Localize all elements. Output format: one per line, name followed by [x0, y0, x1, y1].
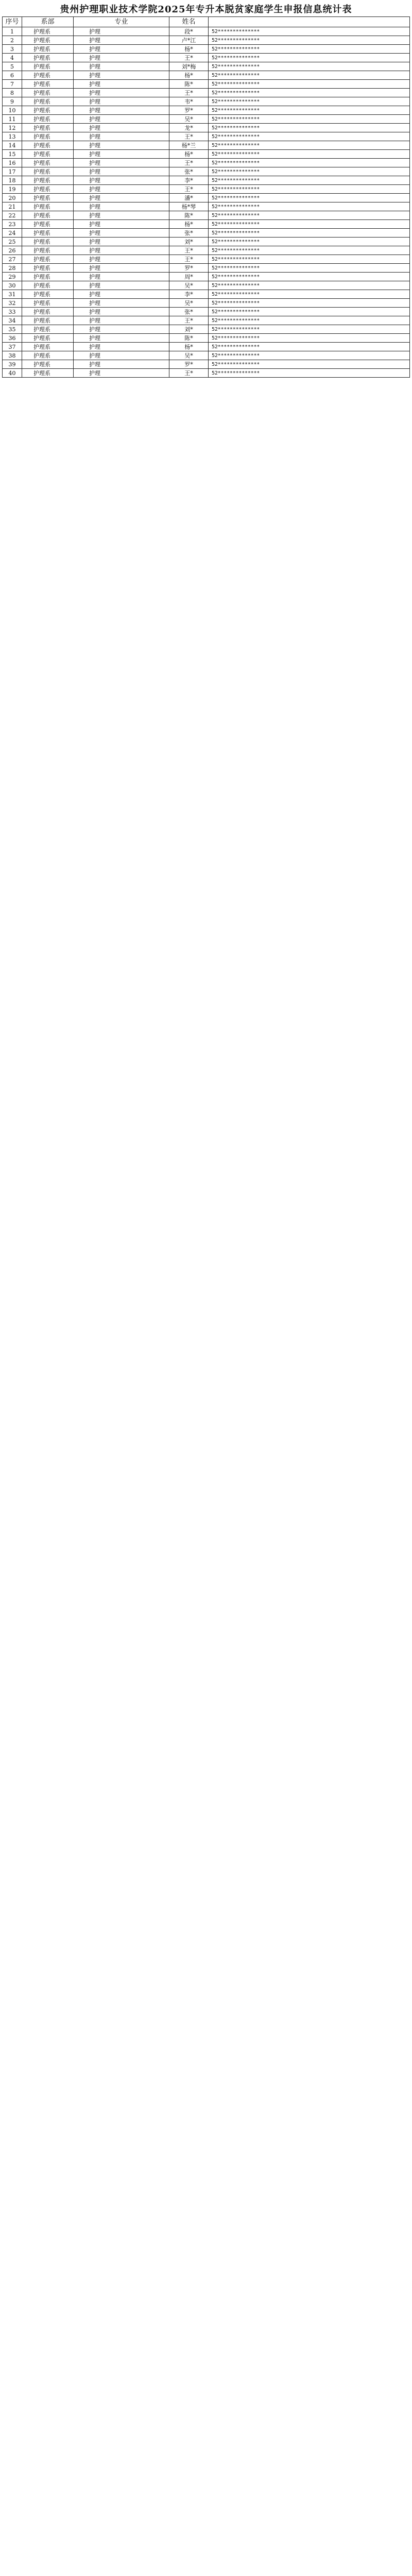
cell-id-number: 52**************	[209, 97, 410, 106]
cell-serial: 31	[3, 290, 22, 299]
cell-id-number: 52**************	[209, 80, 410, 89]
cell-id-number: 52**************	[209, 238, 410, 246]
cell-name: 段*	[169, 27, 209, 36]
cell-department: 护理系	[22, 273, 74, 281]
cell-name: 刘*	[169, 238, 209, 246]
cell-name: 杨*	[169, 71, 209, 80]
table-body	[3, 27, 410, 378]
table-row	[3, 150, 410, 159]
cell-name: 韦*	[169, 97, 209, 106]
table-row	[3, 115, 410, 124]
cell-id-number: 52**************	[209, 159, 410, 167]
cell-name: 王*	[169, 89, 209, 97]
cell-id-number: 52**************	[209, 360, 410, 369]
cell-serial: 27	[3, 255, 22, 264]
cell-id-number: 52**************	[209, 246, 410, 255]
cell-serial: 32	[3, 299, 22, 308]
student-table	[2, 16, 410, 378]
cell-id-number: 52**************	[209, 351, 410, 360]
cell-serial: 15	[3, 150, 22, 159]
cell-serial: 37	[3, 343, 22, 351]
cell-id-number: 52**************	[209, 54, 410, 62]
cell-serial: 28	[3, 264, 22, 273]
cell-serial: 3	[3, 45, 22, 54]
table-row	[3, 220, 410, 229]
cell-major: 护理	[74, 80, 169, 89]
cell-department: 护理系	[22, 54, 74, 62]
cell-major: 护理	[74, 167, 169, 176]
cell-id-number: 52**************	[209, 150, 410, 159]
cell-id-number: 52**************	[209, 132, 410, 141]
cell-name: 罗*	[169, 264, 209, 273]
cell-id-number: 52**************	[209, 62, 410, 71]
cell-serial: 24	[3, 229, 22, 238]
cell-serial: 22	[3, 211, 22, 220]
cell-major: 护理	[74, 343, 169, 351]
cell-department: 护理系	[22, 115, 74, 124]
cell-department: 护理系	[22, 89, 74, 97]
cell-department: 护理系	[22, 185, 74, 194]
document-title: 贵州护理职业技术学院2025年专升本脱贫家庭学生申报信息统计表	[60, 4, 352, 15]
cell-department: 护理系	[22, 176, 74, 185]
cell-department: 护理系	[22, 159, 74, 167]
table-row	[3, 97, 410, 106]
cell-serial: 40	[3, 369, 22, 378]
cell-department: 护理系	[22, 202, 74, 211]
cell-id-number: 52**************	[209, 89, 410, 97]
table-row	[3, 45, 410, 54]
cell-major: 护理	[74, 202, 169, 211]
cell-name: 罗*	[169, 106, 209, 115]
cell-name: 陈*	[169, 211, 209, 220]
cell-serial: 36	[3, 334, 22, 343]
cell-major: 护理	[74, 264, 169, 273]
cell-id-number: 52**************	[209, 308, 410, 316]
cell-major: 护理	[74, 71, 169, 80]
table-row	[3, 185, 410, 194]
cell-department: 护理系	[22, 80, 74, 89]
cell-name: 吴*	[169, 115, 209, 124]
cell-serial: 8	[3, 89, 22, 97]
cell-id-number: 52**************	[209, 343, 410, 351]
cell-department: 护理系	[22, 369, 74, 378]
cell-major: 护理	[74, 238, 169, 246]
cell-department: 护理系	[22, 150, 74, 159]
table-row	[3, 316, 410, 325]
cell-name: 吴*	[169, 281, 209, 290]
cell-name: 刘*	[169, 325, 209, 334]
cell-id-number: 52**************	[209, 334, 410, 343]
table-row	[3, 325, 410, 334]
table-row	[3, 290, 410, 299]
cell-id-number: 52**************	[209, 167, 410, 176]
cell-name: 李*	[169, 290, 209, 299]
cell-major: 护理	[74, 97, 169, 106]
cell-name: 杨*兰	[169, 141, 209, 150]
cell-name: 刘*梅	[169, 62, 209, 71]
header-name: 姓名	[169, 17, 209, 27]
header-id-number	[209, 17, 410, 27]
cell-name: 王*	[169, 159, 209, 167]
table-header-row	[3, 17, 410, 27]
cell-department: 护理系	[22, 264, 74, 273]
cell-id-number: 52**************	[209, 141, 410, 150]
cell-id-number: 52**************	[209, 255, 410, 264]
cell-id-number: 52**************	[209, 124, 410, 132]
cell-major: 护理	[74, 54, 169, 62]
cell-id-number: 52**************	[209, 36, 410, 45]
cell-name: 杨*	[169, 220, 209, 229]
cell-id-number: 52**************	[209, 325, 410, 334]
cell-major: 护理	[74, 273, 169, 281]
document-page	[0, 0, 412, 383]
table-row	[3, 246, 410, 255]
table-row	[3, 281, 410, 290]
cell-serial: 21	[3, 202, 22, 211]
cell-id-number: 52**************	[209, 299, 410, 308]
cell-major: 护理	[74, 246, 169, 255]
cell-name: 潘*	[169, 194, 209, 202]
table-row	[3, 273, 410, 281]
cell-major: 护理	[74, 185, 169, 194]
cell-department: 护理系	[22, 229, 74, 238]
table-row	[3, 176, 410, 185]
cell-serial: 9	[3, 97, 22, 106]
cell-serial: 6	[3, 71, 22, 80]
table-row	[3, 238, 410, 246]
cell-major: 护理	[74, 89, 169, 97]
cell-id-number: 52**************	[209, 316, 410, 325]
cell-department: 护理系	[22, 124, 74, 132]
table-row	[3, 308, 410, 316]
cell-id-number: 52**************	[209, 71, 410, 80]
cell-name: 龙*	[169, 124, 209, 132]
cell-serial: 20	[3, 194, 22, 202]
cell-name: 陈*	[169, 80, 209, 89]
cell-department: 护理系	[22, 97, 74, 106]
cell-serial: 16	[3, 159, 22, 167]
cell-name: 王*	[169, 132, 209, 141]
cell-major: 护理	[74, 360, 169, 369]
table-row	[3, 159, 410, 167]
cell-department: 护理系	[22, 246, 74, 255]
cell-serial: 18	[3, 176, 22, 185]
cell-serial: 1	[3, 27, 22, 36]
cell-major: 护理	[74, 211, 169, 220]
cell-serial: 23	[3, 220, 22, 229]
table-row	[3, 211, 410, 220]
cell-name: 卢*江	[169, 36, 209, 45]
cell-name: 王*	[169, 54, 209, 62]
cell-major: 护理	[74, 290, 169, 299]
cell-major: 护理	[74, 325, 169, 334]
cell-department: 护理系	[22, 106, 74, 115]
table-row	[3, 255, 410, 264]
cell-name: 吴*	[169, 351, 209, 360]
cell-major: 护理	[74, 62, 169, 71]
cell-id-number: 52**************	[209, 27, 410, 36]
cell-serial: 34	[3, 316, 22, 325]
cell-department: 护理系	[22, 351, 74, 360]
cell-department: 护理系	[22, 194, 74, 202]
cell-major: 护理	[74, 141, 169, 150]
cell-major: 护理	[74, 150, 169, 159]
table-row	[3, 167, 410, 176]
cell-major: 护理	[74, 299, 169, 308]
header-serial: 序号	[3, 17, 22, 27]
cell-serial: 4	[3, 54, 22, 62]
cell-major: 护理	[74, 281, 169, 290]
table-row	[3, 106, 410, 115]
table-row	[3, 229, 410, 238]
cell-serial: 38	[3, 351, 22, 360]
cell-department: 护理系	[22, 132, 74, 141]
cell-name: 杨*琴	[169, 202, 209, 211]
cell-serial: 33	[3, 308, 22, 316]
cell-department: 护理系	[22, 141, 74, 150]
cell-major: 护理	[74, 124, 169, 132]
cell-name: 张*	[169, 167, 209, 176]
cell-department: 护理系	[22, 360, 74, 369]
cell-name: 吴*	[169, 299, 209, 308]
cell-name: 王*	[169, 255, 209, 264]
cell-department: 护理系	[22, 167, 74, 176]
table-row	[3, 194, 410, 202]
cell-major: 护理	[74, 334, 169, 343]
cell-serial: 35	[3, 325, 22, 334]
cell-department: 护理系	[22, 62, 74, 71]
cell-name: 杨*	[169, 343, 209, 351]
cell-department: 护理系	[22, 71, 74, 80]
cell-id-number: 52**************	[209, 45, 410, 54]
cell-name: 张*	[169, 229, 209, 238]
cell-serial: 10	[3, 106, 22, 115]
cell-department: 护理系	[22, 316, 74, 325]
cell-name: 王*	[169, 369, 209, 378]
cell-name: 杨*	[169, 45, 209, 54]
cell-department: 护理系	[22, 211, 74, 220]
cell-department: 护理系	[22, 290, 74, 299]
cell-major: 护理	[74, 45, 169, 54]
cell-department: 护理系	[22, 334, 74, 343]
cell-name: 王*	[169, 316, 209, 325]
cell-serial: 19	[3, 185, 22, 194]
cell-serial: 14	[3, 141, 22, 150]
cell-department: 护理系	[22, 325, 74, 334]
cell-id-number: 52**************	[209, 220, 410, 229]
table-row	[3, 351, 410, 360]
cell-name: 王*	[169, 246, 209, 255]
table-row	[3, 299, 410, 308]
cell-department: 护理系	[22, 255, 74, 264]
cell-major: 护理	[74, 27, 169, 36]
cell-serial: 30	[3, 281, 22, 290]
cell-name: 张*	[169, 308, 209, 316]
cell-major: 护理	[74, 351, 169, 360]
cell-major: 护理	[74, 36, 169, 45]
table-row	[3, 360, 410, 369]
table-row	[3, 36, 410, 45]
table-row	[3, 132, 410, 141]
cell-major: 护理	[74, 229, 169, 238]
cell-id-number: 52**************	[209, 290, 410, 299]
cell-id-number: 52**************	[209, 229, 410, 238]
table-row	[3, 54, 410, 62]
cell-serial: 12	[3, 124, 22, 132]
cell-id-number: 52**************	[209, 264, 410, 273]
cell-serial: 13	[3, 132, 22, 141]
cell-id-number: 52**************	[209, 185, 410, 194]
cell-major: 护理	[74, 316, 169, 325]
table-row	[3, 141, 410, 150]
table-row	[3, 369, 410, 378]
cell-name: 李*	[169, 176, 209, 185]
cell-id-number: 52**************	[209, 369, 410, 378]
cell-major: 护理	[74, 159, 169, 167]
cell-department: 护理系	[22, 45, 74, 54]
cell-serial: 5	[3, 62, 22, 71]
cell-id-number: 52**************	[209, 211, 410, 220]
cell-serial: 11	[3, 115, 22, 124]
cell-major: 护理	[74, 132, 169, 141]
cell-id-number: 52**************	[209, 194, 410, 202]
cell-major: 护理	[74, 369, 169, 378]
cell-name: 王*	[169, 185, 209, 194]
cell-major: 护理	[74, 106, 169, 115]
cell-major: 护理	[74, 194, 169, 202]
cell-department: 护理系	[22, 343, 74, 351]
cell-major: 护理	[74, 255, 169, 264]
cell-serial: 7	[3, 80, 22, 89]
cell-department: 护理系	[22, 27, 74, 36]
cell-major: 护理	[74, 115, 169, 124]
table-row	[3, 80, 410, 89]
cell-department: 护理系	[22, 36, 74, 45]
cell-id-number: 52**************	[209, 202, 410, 211]
cell-serial: 26	[3, 246, 22, 255]
header-department: 系部	[22, 17, 74, 27]
cell-id-number: 52**************	[209, 106, 410, 115]
cell-serial: 39	[3, 360, 22, 369]
cell-serial: 17	[3, 167, 22, 176]
table-row	[3, 89, 410, 97]
cell-department: 护理系	[22, 281, 74, 290]
table-row	[3, 71, 410, 80]
table-row	[3, 264, 410, 273]
cell-name: 杨*	[169, 150, 209, 159]
table-row	[3, 202, 410, 211]
cell-name: 陈*	[169, 334, 209, 343]
cell-id-number: 52**************	[209, 115, 410, 124]
cell-serial: 2	[3, 36, 22, 45]
cell-department: 护理系	[22, 238, 74, 246]
cell-department: 护理系	[22, 308, 74, 316]
cell-id-number: 52**************	[209, 176, 410, 185]
table-row	[3, 343, 410, 351]
cell-id-number: 52**************	[209, 273, 410, 281]
cell-id-number: 52**************	[209, 281, 410, 290]
cell-major: 护理	[74, 220, 169, 229]
cell-department: 护理系	[22, 299, 74, 308]
table-row	[3, 124, 410, 132]
cell-name: 罗*	[169, 360, 209, 369]
cell-name: 周*	[169, 273, 209, 281]
cell-serial: 25	[3, 238, 22, 246]
cell-serial: 29	[3, 273, 22, 281]
table-row	[3, 27, 410, 36]
header-major: 专业	[74, 17, 169, 27]
table-row	[3, 334, 410, 343]
table-row	[3, 62, 410, 71]
cell-major: 护理	[74, 308, 169, 316]
cell-department: 护理系	[22, 220, 74, 229]
cell-major: 护理	[74, 176, 169, 185]
